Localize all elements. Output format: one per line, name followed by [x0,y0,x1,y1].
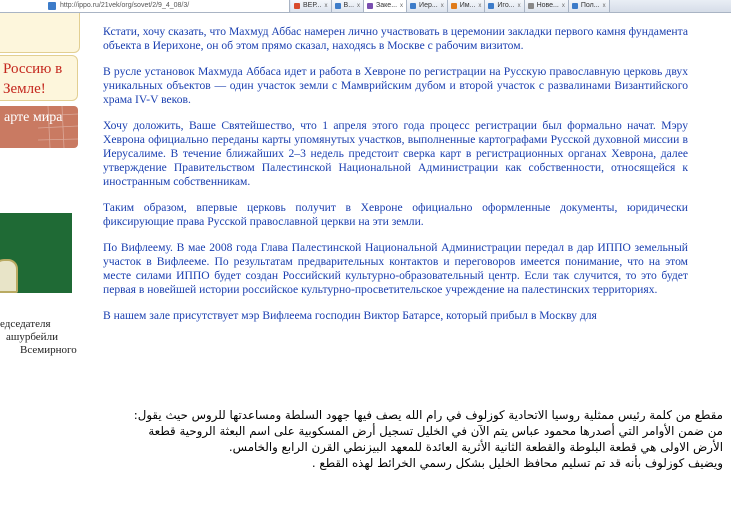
world-map-label: арте мира [4,110,63,125]
tab-label: ВЕР... [303,2,322,9]
browser-tab[interactable] [291,0,332,12]
left-sidebar [0,13,86,383]
tab-favicon-icon [572,3,578,9]
tab-label: Нове... [536,2,559,9]
browser-tab[interactable] [485,0,524,12]
tab-close-icon[interactable]: x [440,3,444,9]
sidebar-caption-line: едседателя [0,318,51,330]
caption-line: ويضيف كوزلوف بأنه قد تم تسليم محافظ الخليل بشكل رسمي الخرائط لهذه القطع . [311,456,723,470]
tab-close-icon[interactable]: x [602,3,606,9]
tab-label: В... [343,2,355,9]
tab-favicon-icon [410,3,416,9]
article-paragraph: Кстати, хочу сказать, что Махмуд Аббас намерен лично участвовать в церемонии закладки первого камня фундамента объекта в Иерихоне, он об этом прямо сказал, находясь в Москве с рабочим визитом. [103,25,688,52]
article-paragraph: Таким образом, впервые церковь получит в Хевроне официально оформленные документы, юридически фиксирующие права Русской православной церкви на эти земли. [103,201,688,228]
article-paragraph: По Вифлеему. В мае 2008 года Глава Палестинской Национальной Администрации передал в дар ИППО земельный участок в Вифлееме. По результатам предварительных контактов и переговоров имеется понимание, что на этом месте силами ИППО будет создан Российский культурно-образовательный центр. Если так случится, то это будет первая в новейшей истории российское культурно-просветительское учреждение на палестинских территориях. [103,241,688,296]
tab-favicon-icon [294,3,300,9]
caption-line: مقطع من كلمة رئيس ممثلية روسيا الاتحادية كوزلوف في رام الله يصف فيها جهود السلطة ومساعدتها للروس حيث يقول: [133,408,723,422]
tab-favicon-icon [488,3,494,9]
russia-banner-link[interactable] [0,55,78,101]
tab-close-icon[interactable]: x [478,3,482,9]
sidebar-caption-line: Всемирного [20,344,77,356]
tab-label: Заке... [376,2,398,9]
tab-close-icon[interactable]: x [517,3,521,9]
browser-tab[interactable] [332,0,365,12]
tab-favicon-icon [528,3,534,9]
tab-label: Им... [459,2,476,9]
russia-banner-text: Россию в Земле! [3,61,63,97]
tab-label: Пол... [580,2,600,9]
browser-tab[interactable] [448,0,486,12]
article-paragraph: В русле установок Махмуда Аббаса идет и работа в Хевроне по регистрации на Русскую православную церковь двух уникальных объектов — один участок земли с Мамврийским дубом и второй участок с развалинами Византийского храма IV-V веков. [103,65,688,106]
browser-toolbar [0,0,731,13]
article-paragraph: В нашем зале присутствует мэр Вифлеема господин Виктор Батарсе, который прибыл в Москву для [103,309,597,322]
tab-close-icon[interactable]: x [561,3,565,9]
green-emblem-banner[interactable] [0,213,72,293]
tab-favicon-icon [335,3,341,9]
map-grid-icon [38,106,78,148]
article-paragraph: Хочу доложить, Ваше Святейшество, что 1 апреля этого года процесс регистрации был формально начат. Мэру Хеврона официально переданы карты упомянутых участков, выполненные картографами Русской духовной миссии в Иерусалиме. В течение ближайших 2–3 недель предстоит сверка карт в регистрационных органах Хеврона, далее утверждение Правительством Палестинской Национальной Администрации как собственности, относящейся к иностранным собственникам. [103,119,688,188]
tab-strip [291,0,610,12]
browser-tab[interactable] [525,0,569,12]
caption-line: من ضمن الأوامر التي أصدرها محمود عباس يتم الآن في الخليل تسجيل أرض المسكوبية على اسم البعثة الروحية قطعة [148,424,723,438]
tab-label: Иер... [419,2,438,9]
caption-line: الأرض الاولى هي قطعة البلوطة والقطعة الثانية الأثرية العائدة للمعهد البيزنطي القرن الرابع والخامس. [228,440,723,454]
arabic-caption [0,384,731,513]
world-map-link[interactable] [0,106,78,148]
tab-close-icon[interactable]: x [400,3,404,9]
tab-close-icon[interactable]: x [324,3,328,9]
browser-tab[interactable] [364,0,407,12]
article-body [103,13,688,368]
sidebar-top-box [0,13,80,53]
page-favicon-icon [48,2,56,10]
browser-tab[interactable] [569,0,610,12]
tab-favicon-icon [367,3,373,9]
tab-favicon-icon [451,3,457,9]
sidebar-caption-line: ашурбейли [6,331,58,343]
address-bar[interactable] [0,0,290,12]
tab-close-icon[interactable]: x [357,3,361,9]
sidebar-caption[interactable] [0,318,86,357]
tab-label: Иго... [497,2,515,9]
address-bar-text: http://ippo.ru/21vek/org/sovet/2/9_4_08/3/ [60,2,190,9]
browser-tab[interactable] [407,0,448,12]
emblem-icon [0,259,18,293]
